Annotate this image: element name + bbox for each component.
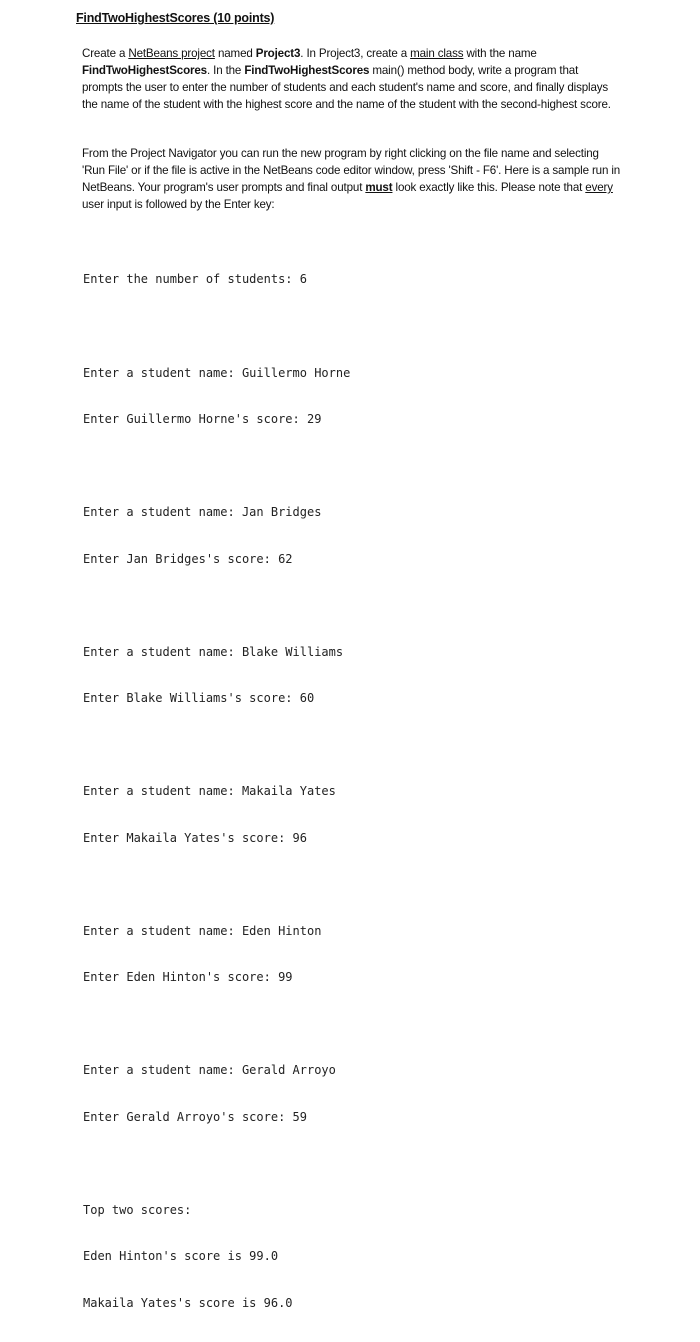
result-header-line: Top two scores: [83, 1202, 192, 1217]
student-name-line: Enter a student name: Eden Hinton [83, 923, 322, 938]
instructions-paragraph [82, 45, 622, 113]
p2-text-1: From the Project Navigator you can run the new program by right clicking on the file name and selecting 'Run File' or if the file is active in the NetBeans code editor window, press 'Shift - F6'. Here is a sample run in NetBeans. Your program's user prompts and final output [82, 147, 621, 194]
p1-text-6: main() method body, write a program that prompts the user to enter the number of students and each student's name and score, and finally displays the name of the student with the highest score and the name of the student with the second-highest score. [82, 64, 611, 111]
student-score-line: Enter Blake Williams's score: 60 [83, 691, 315, 705]
result-second-line: Makaila Yates's score is 96.0 [83, 1295, 293, 1310]
count-prompt-line: Enter the number of students: 6 [83, 272, 307, 286]
class-name-2: FindTwoHighestScores [244, 64, 370, 77]
every-emphasis: every [585, 181, 613, 194]
student-name-line: Enter a student name: Gerald Arroyo [83, 1063, 336, 1077]
result-first-line: Eden Hinton's score is 99.0 [83, 1249, 279, 1263]
p1-text-4: with the name [463, 47, 537, 60]
p1-text-5: . In the [206, 64, 245, 77]
p1-text-2: named [214, 47, 256, 60]
netbeans-project-text: NetBeans project [128, 47, 215, 60]
run-instructions-paragraph [82, 145, 622, 213]
student-score-line: Enter Eden Hinton's score: 99 [83, 970, 293, 984]
student-score-line: Enter Jan Bridges's score: 62 [83, 551, 293, 566]
student-name-line: Enter a student name: Guillermo Horne [83, 365, 351, 380]
student-name-line: Enter a student name: Blake Williams [83, 644, 344, 659]
sample-run-output [83, 241, 350, 1342]
must-emphasis: must [365, 181, 393, 194]
project-name: Project3 [255, 47, 301, 60]
class-name: FindTwoHighestScores [82, 64, 207, 77]
assignment-title: FindTwoHighestScores (10 points) [76, 11, 275, 25]
p1-text-3: . In Project3, create a [300, 47, 411, 60]
student-score-line: Enter Guillermo Horne's score: 29 [83, 412, 322, 426]
main-class-text: main class [410, 47, 464, 60]
p1-text-1: Create a [82, 47, 129, 60]
p2-text-3: user input is followed by the Enter key: [82, 198, 275, 211]
student-name-line: Enter a student name: Makaila Yates [83, 784, 336, 798]
p2-text-2: look exactly like this. Please note that [392, 181, 586, 194]
student-score-line: Enter Makaila Yates's score: 96 [83, 830, 307, 845]
student-name-line: Enter a student name: Jan Bridges [83, 505, 322, 519]
student-score-line: Enter Gerald Arroyo's score: 59 [83, 1109, 307, 1124]
